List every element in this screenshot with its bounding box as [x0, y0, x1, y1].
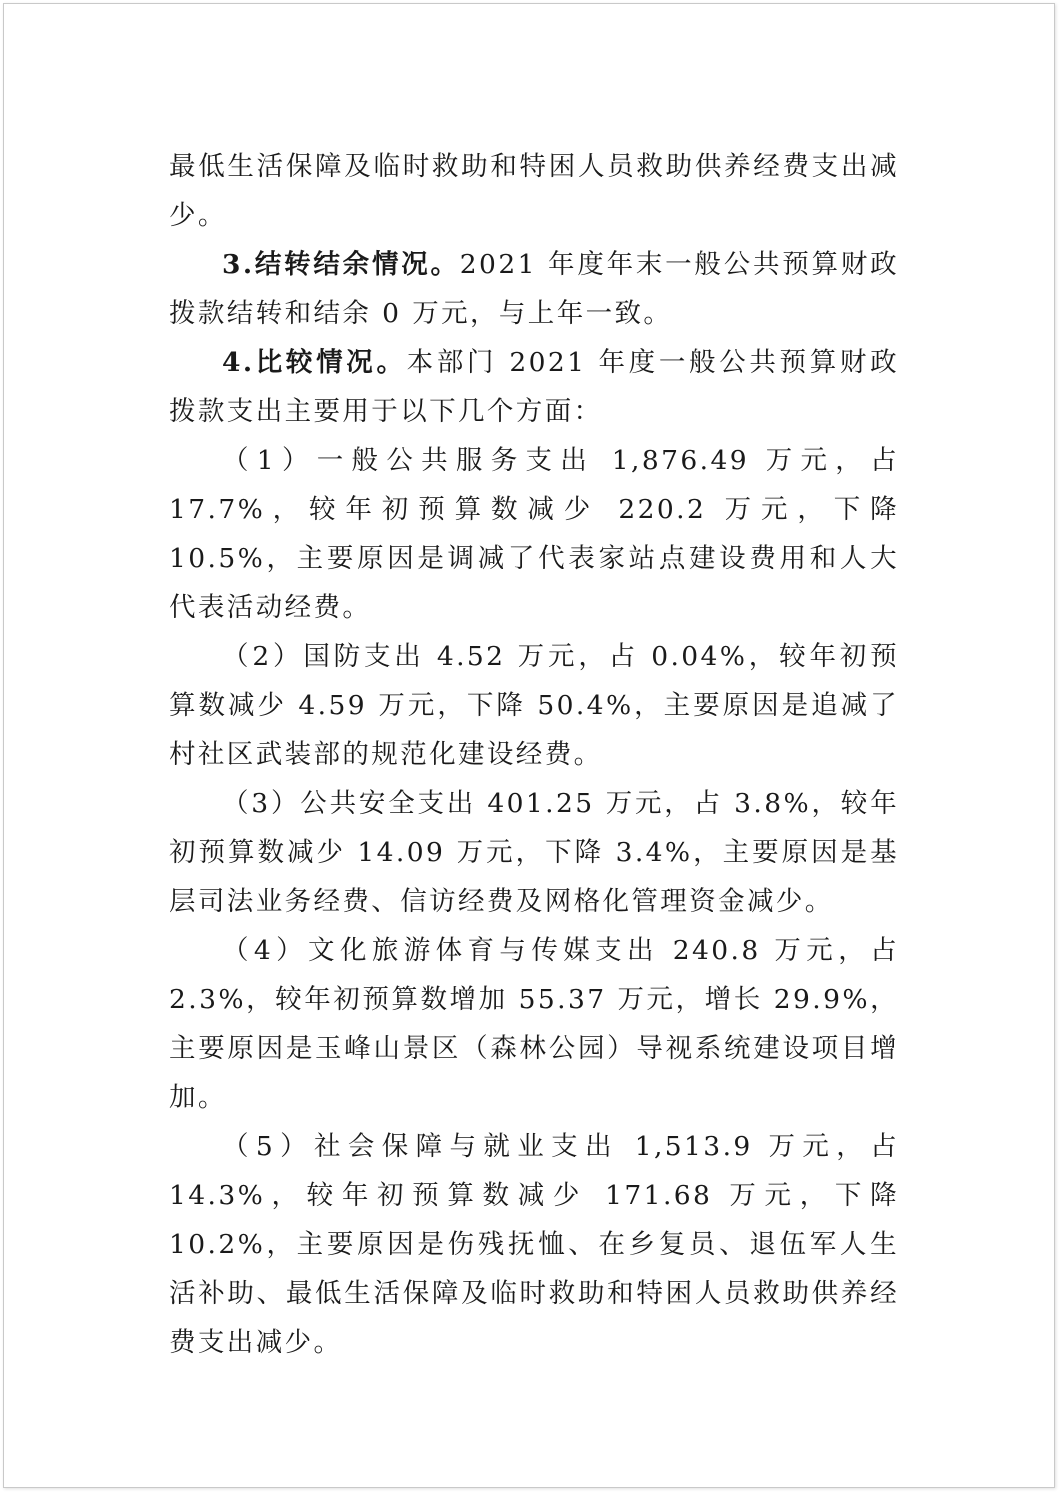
item-culture-tourism-sports-media: （4）文化旅游体育与传媒支出 240.8 万元，占 2.3%，较年初预算数增加 55.37 万元，增长 29.9%，主要原因是玉峰山景区（森林公园）导视系统建设项目增加。 — [169, 935, 899, 1113]
item-public-safety: （3）公共安全支出 401.25 万元，占 3.8%，较年初预算数减少 14.09 万元，下降 3.4%，主要原因是基层司法业务经费、信访经费及网格化管理资金减少。 — [169, 788, 899, 917]
section-heading-carryover: 3.结转结余情况。 — [222, 249, 460, 280]
section-text-carryover: 2021 年度年末一般公共预算财政拨款结转和结余 0 万元，与上年一致。 — [169, 249, 899, 329]
document-page — [3, 3, 1055, 1488]
item-general-public-services: （1）一般公共服务支出 1,876.49 万元，占 17.7%，较年初预算数减少 220.2 万元，下降 10.5%，主要原因是调减了代表家站点建设费用和人大代表活动经费。 — [169, 445, 899, 623]
item-social-security-employment: （5）社会保障与就业支出 1,513.9 万元，占 14.3%，较年初预算数减少 171.68 万元，下降 10.2%，主要原因是伤残抚恤、在乡复员、退伍军人生活补助、最低生活保障及临时救助和特困人员救助供养经费支出减少。 — [169, 1131, 899, 1358]
paragraph-carryover — [169, 240, 899, 338]
paragraph-continuation: 最低生活保障及临时救助和特困人员救助供养经费支出减少。 — [169, 151, 899, 231]
section-heading-comparison: 4.比较情况。 — [222, 347, 407, 378]
section-text-comparison: 本部门 2021 年度一般公共预算财政拨款支出主要用于以下几个方面： — [169, 347, 900, 427]
document-body — [169, 142, 899, 1367]
item-national-defense: （2）国防支出 4.52 万元，占 0.04%，较年初预算数减少 4.59 万元，下降 50.4%，主要原因是追减了村社区武装部的规范化建设经费。 — [169, 641, 899, 770]
paragraph-comparison — [169, 338, 899, 436]
